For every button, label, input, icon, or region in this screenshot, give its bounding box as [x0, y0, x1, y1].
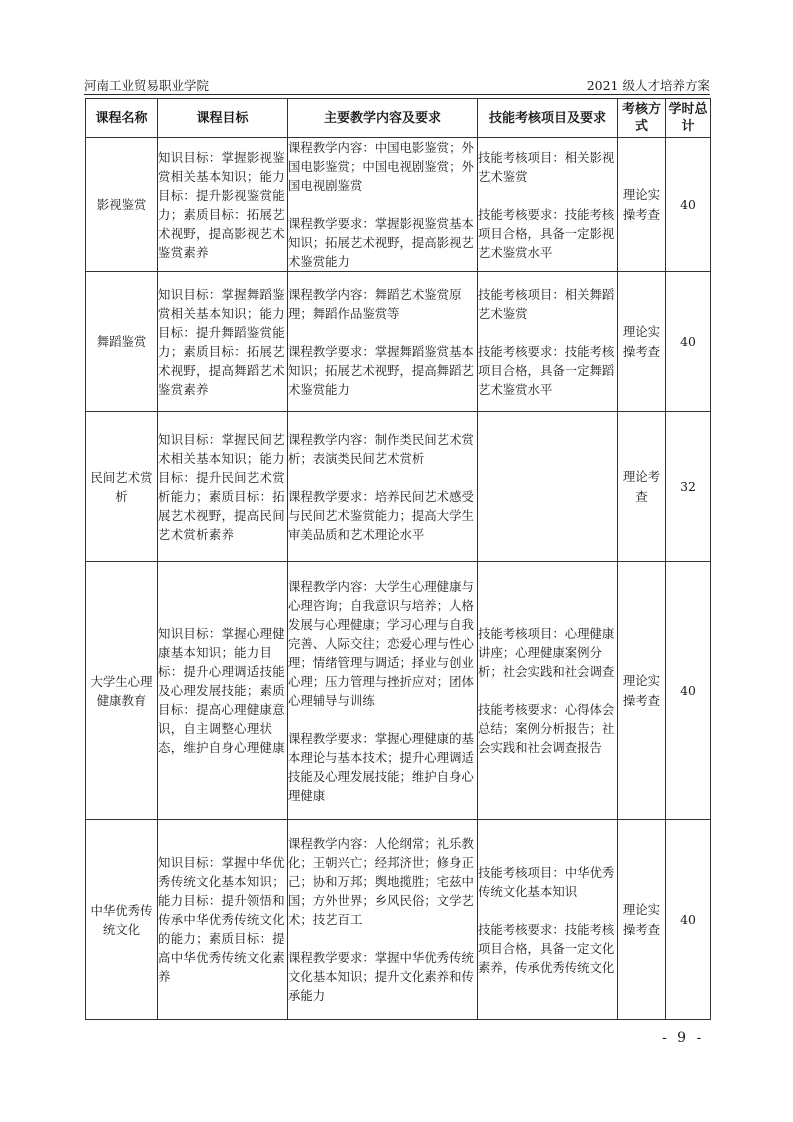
total-hours: 40 [666, 820, 711, 1020]
skill-assessment [478, 412, 618, 562]
table-row [86, 562, 711, 820]
course-objective: 知识目标：掌握中华优秀传统文化基本知识；能力目标：提升领悟和传承中华优秀传统文化的能力；素质目标：提高中华优秀传统文化素养 [158, 820, 288, 1020]
curriculum-table [85, 98, 711, 1020]
header-skill: 技能考核项目及要求 [478, 99, 618, 138]
header-method: 考核方式 [618, 99, 666, 138]
page-number: - 9 - [662, 1030, 705, 1046]
skill-assessment [478, 562, 618, 820]
course-name: 民间艺术赏析 [86, 412, 158, 562]
table-row [86, 138, 711, 272]
school-name: 河南工业贸易职业学院 [84, 78, 210, 93]
header-divider [84, 94, 710, 95]
total-hours: 32 [666, 412, 711, 562]
content-topics: 课程教学内容：中国电影鉴赏；外国电影鉴赏；中国电视剧鉴赏；外国电视剧鉴赏 [288, 140, 474, 193]
skill-items: 技能考核项目：相关舞蹈艺术鉴赏 [478, 286, 615, 321]
course-name: 影视鉴赏 [86, 138, 158, 272]
skill-requirements: 技能考核要求：心得体会总结；案例分析报告；社会实践和社会调查报告 [478, 702, 615, 755]
skill-items: 技能考核项目：相关影视艺术鉴赏 [478, 149, 615, 184]
header-hours: 学时总计 [666, 99, 711, 138]
course-content [288, 138, 478, 272]
content-requirements: 课程教学要求：培养民间艺术感受与民间艺术鉴赏能力；提高大学生审美品质和艺术理论水平 [288, 488, 474, 542]
course-objective: 知识目标：掌握心理健康基本知识；能力目标：提升心理调适技能及心理发展技能；素质目标：提高心理健康意识，自主调整心理状态，维护自身心理健康 [158, 562, 288, 820]
skill-assessment [478, 138, 618, 272]
assessment-method: 理论实操考查 [618, 138, 666, 272]
header-objective: 课程目标 [158, 99, 288, 138]
skill-assessment [478, 820, 618, 1020]
course-content [288, 820, 478, 1020]
document-title: 2021 级人才培养方案 [586, 78, 710, 93]
course-objective: 知识目标：掌握影视鉴赏相关基本知识；能力目标：提升影视鉴赏能力；素质目标：拓展艺术视野，提高影视艺术鉴赏素养 [158, 138, 288, 272]
total-hours: 40 [666, 272, 711, 412]
course-content [288, 272, 478, 412]
course-content [288, 412, 478, 562]
table-row [86, 272, 711, 412]
skill-assessment [478, 272, 618, 412]
total-hours: 40 [666, 562, 711, 820]
content-topics: 课程教学内容：人伦纲常；礼乐教化；王朝兴亡；经邦济世；修身正己；协和万邦；舆地揽胜；宅兹中国；方外世界；乡风民俗；文学艺术；技艺百工 [288, 836, 474, 927]
assessment-method: 理论考查 [618, 412, 666, 562]
content-topics: 课程教学内容：舞蹈艺术鉴赏原理；舞蹈作品鉴赏等 [288, 286, 462, 321]
page-header [84, 76, 710, 94]
course-objective: 知识目标：掌握民间艺术相关基本知识；能力目标：提升民间艺术赏析能力；素质目标：拓展艺术视野，提高民间艺术赏析素养 [158, 412, 288, 562]
course-name: 舞蹈鉴赏 [86, 272, 158, 412]
header-content: 主要教学内容及要求 [288, 99, 478, 138]
course-name: 大学生心理健康教育 [86, 562, 158, 820]
content-topics: 课程教学内容：制作类民间艺术赏析；表演类民间艺术赏析 [288, 431, 474, 466]
skill-items: 技能考核项目：心理健康讲座；心理健康案例分析；社会实践和社会调查 [478, 626, 615, 679]
skill-requirements: 技能考核要求：技能考核项目合格，具备一定舞蹈艺术鉴赏水平 [478, 343, 615, 397]
assessment-method: 理论实操考查 [618, 820, 666, 1020]
course-content [288, 562, 478, 820]
skill-requirements: 技能考核要求：技能考核项目合格，具备一定文化素养，传承优秀传统文化 [478, 921, 615, 975]
skill-items: 技能考核项目：中华优秀传统文化基本知识 [478, 864, 615, 899]
content-requirements: 课程教学要求：掌握影视鉴赏基本知识；拓展艺术视野，提高影视艺术鉴赏能力 [288, 216, 474, 269]
table-row [86, 412, 711, 562]
total-hours: 40 [666, 138, 711, 272]
course-objective: 知识目标：掌握舞蹈鉴赏相关基本知识；能力目标：提升舞蹈鉴赏能力；素质目标：拓展艺术视野，提高舞蹈艺术鉴赏素养 [158, 272, 288, 412]
table-row [86, 820, 711, 1020]
content-requirements: 课程教学要求：掌握心理健康的基本理论与基本技术；提升心理调适技能及心理发展技能；维护自身心理健康 [288, 730, 474, 803]
content-requirements: 课程教学要求：掌握舞蹈鉴赏基本知识；拓展艺术视野，提高舞蹈艺术鉴赏能力 [288, 343, 474, 397]
assessment-method: 理论实操考查 [618, 272, 666, 412]
content-requirements: 课程教学要求：掌握中华优秀传统文化基本知识；提升文化素养和传承能力 [288, 950, 474, 1003]
skill-requirements: 技能考核要求：技能考核项目合格，具备一定影视艺术鉴赏水平 [478, 206, 615, 260]
header-course-name: 课程名称 [86, 99, 158, 138]
content-topics: 课程教学内容：大学生心理健康与心理咨询；自我意识与培养；人格发展与心理健康；学习心理与自我完善、人际交往；恋爱心理与性心理；情绪管理与调适；择业与创业心理；压力管理与挫折应对；团体心理辅导与训练 [288, 578, 474, 708]
course-name: 中华优秀传统文化 [86, 820, 158, 1020]
assessment-method: 理论实操考查 [618, 562, 666, 820]
table-header-row [86, 99, 711, 138]
